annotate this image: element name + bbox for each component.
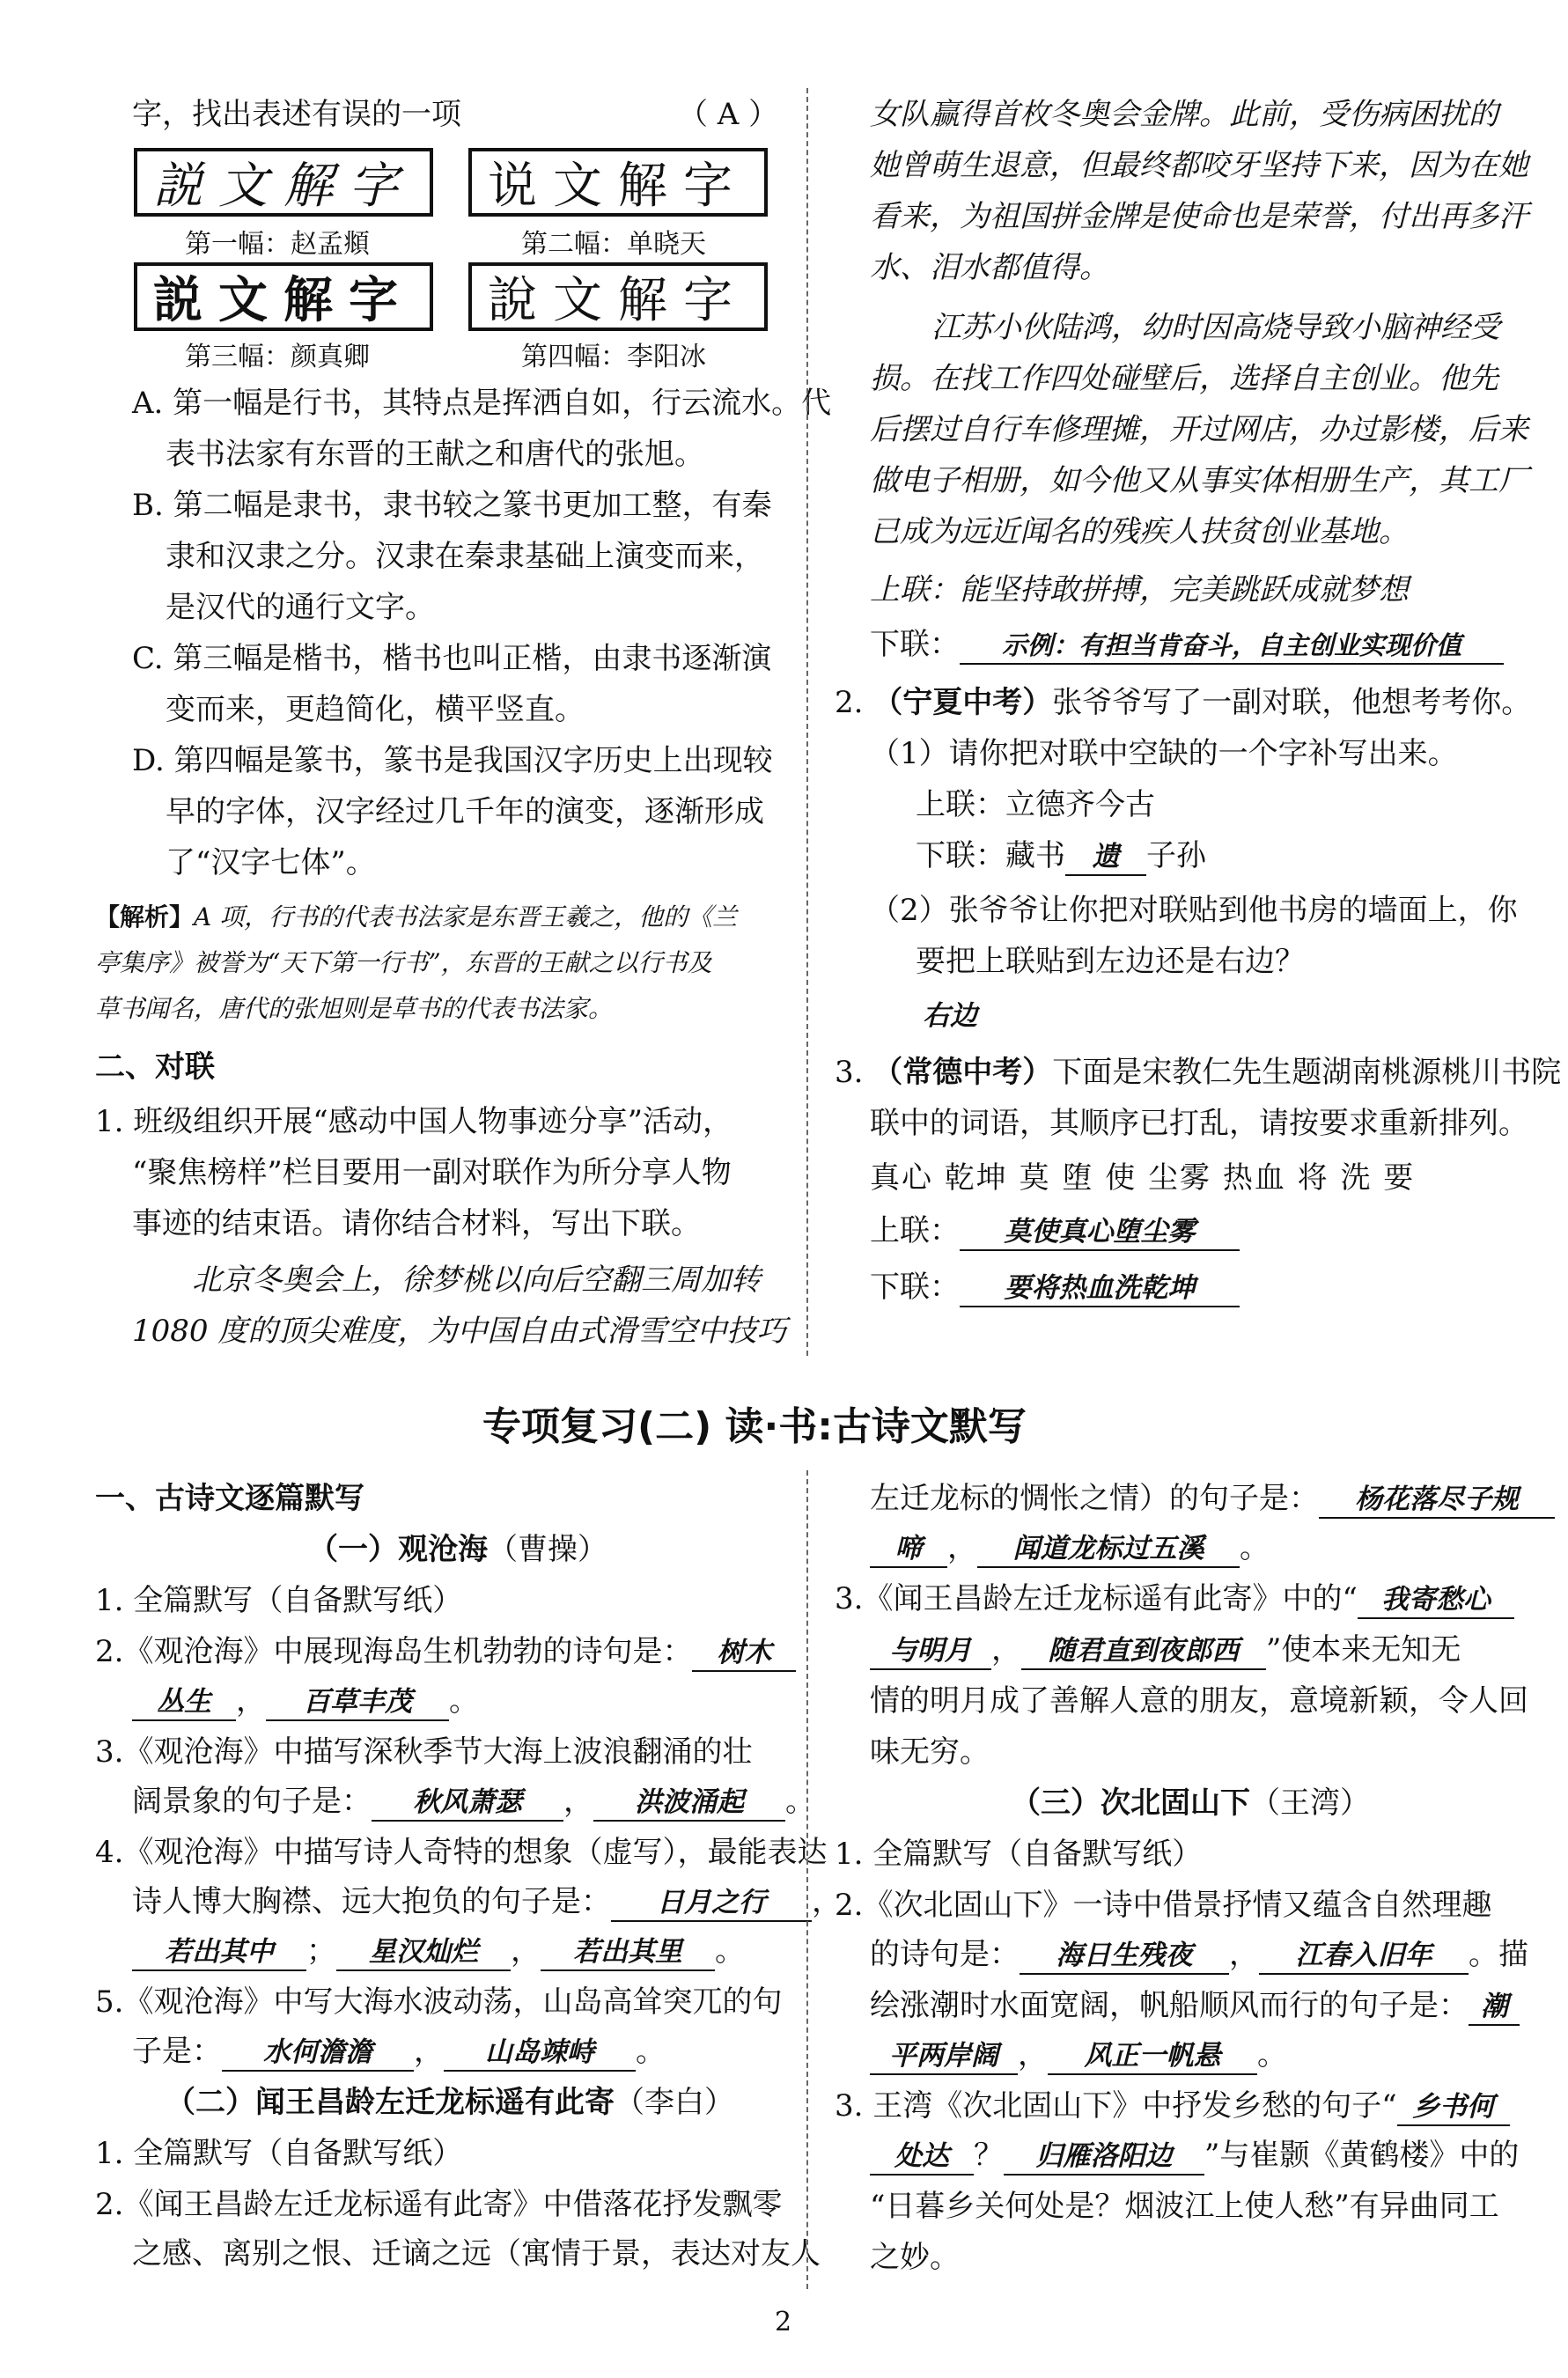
q3-line1: 3. （常德中考）下面是宋教仁先生题湖南桃源桃川书院 [835, 1055, 1562, 1090]
q2-upper: 上联：立德齐今古 [916, 787, 1155, 822]
calligraphy-2-caption: 第二幅：单晓天 [521, 229, 706, 260]
option-d-line2: 早的字体，汉字经过几千年的演变，逐渐形成 [166, 794, 764, 829]
q3-word-bank: 真心 乾坤 莫 堕 使 尘雾 热血 将 洗 要 [870, 1160, 1416, 1196]
poem1-q4-answer-d[interactable]: 若出其里 [541, 1934, 715, 1971]
poem1-q4-answer-a[interactable]: 日月之行 [611, 1885, 812, 1922]
poem3-q2-line4: 平两岸阔 ， 风正一帆悬 。 [870, 2036, 1287, 2075]
poem3-q1: 1. 全篇默写（自备默写纸） [835, 1837, 1203, 1872]
option-c-line1: C. 第三幅是楷书，楷书也叫正楷，由隶书逐渐演 [132, 641, 772, 676]
option-c-line2: 变而来，更趋简化，横平竖直。 [166, 692, 585, 727]
option-b-line2: 隶和汉隶之分。汉隶在秦隶基础上演变而来， [166, 539, 764, 574]
lower-couplet-label: 下联： [870, 627, 960, 662]
poem3-q2-line3 [870, 1986, 1520, 2026]
poem1-q2-line2: 丛生 ， 百草丰茂 。 [132, 1682, 479, 1721]
analysis-line1 [95, 898, 737, 937]
q3-lower-line [870, 1268, 1240, 1307]
poem1-q2-answer-b[interactable]: 丛生 [132, 1684, 236, 1721]
q2-text: 张爷爷写了一副对联，他想考考你。 [1052, 685, 1532, 720]
poem3-q3-answer-c[interactable]: 归雁洛阳边 [1004, 2139, 1204, 2176]
poem1-q4-answer-b[interactable]: 若出其中 [132, 1934, 306, 1971]
option-d-line3: 了“汉字七体”。 [166, 845, 376, 880]
q3-lower-answer[interactable]: 要将热血洗乾坤 [960, 1270, 1240, 1307]
poem1-q5-line1: 5.《观沧海》中写大海水波动荡，山岛高耸突兀的句 [95, 1984, 783, 2020]
poem1-q4-line1: 4.《观沧海》中描写诗人奇特的想象（虚写），最能表达 [95, 1835, 828, 1870]
option-a-line1: A. 第一幅是行书，其特点是挥洒自如，行云流水。代 [132, 386, 832, 421]
q2-line1: 2. （宁夏中考）张爷爷写了一副对联，他想考考你。 [835, 685, 1532, 720]
q1-line1: 1. 班级组织开展“感动中国人物事迹分享”活动， [95, 1104, 733, 1139]
analysis-line3: 草书闻名，唐代的张旭则是草书的代表书法家。 [95, 994, 614, 1023]
calligraphy-1: 説文解字 [134, 148, 433, 217]
poem3-q3-line4: 之妙。 [870, 2240, 960, 2275]
material-line8: 做电子相册，如今他又从事实体相册生产，其工厂 [870, 463, 1528, 498]
poem1-q3-line2: 阔景象的句子是： 秋风萧瑟 ， 洪波涌起 。 [132, 1782, 815, 1822]
poem3-q2-tail: 。描 [1469, 1937, 1528, 1972]
poem3-q2-text2: 绘涨潮时水面宽阔，帆船顺风而行的句子是： [870, 1988, 1469, 2023]
poem1-q5-line2: 子是： 水何澹澹 ， 山岛竦峙 。 [132, 2032, 666, 2072]
poem1-q3-answer-a[interactable]: 秋风萧瑟 [372, 1785, 563, 1822]
poem3-q2-line1: 2.《次北固山下》一诗中借景抒情又蕴含自然理趣 [835, 1888, 1492, 1923]
poem2-q3-line2: 与明月 ， 随君直到夜郎西 ”使本来无知无 [870, 1631, 1461, 1670]
poem1-q2-text: 2.《观沧海》中展现海岛生机勃勃的诗句是： [95, 1634, 693, 1669]
analysis-label: 【解析】 [95, 902, 195, 931]
section-title: 专项复习(二) 读·书:古诗文默写 [482, 1404, 1027, 1449]
lower-couplet-answer[interactable]: 示例：有担当肯奋斗，自主创业实现价值 [960, 628, 1504, 665]
poem1-author: （曹操） [488, 1532, 607, 1567]
column-divider-bottom [806, 1470, 808, 2289]
material-line4: 水、泪水都值得。 [870, 250, 1109, 285]
q2-sub2-answer: 右边 [923, 1000, 977, 1032]
q2-source: （宁夏中考） [872, 685, 1053, 720]
q3-upper-answer[interactable]: 莫使真心堕尘雾 [960, 1214, 1240, 1251]
poem1-title: （一）观沧海 [308, 1532, 488, 1567]
poem1-q5-answer-b[interactable]: 山岛竦峙 [444, 2035, 636, 2072]
calligraphy-4: 說文解字 [468, 262, 768, 331]
calligraphy-3: 説文解字 [134, 262, 433, 331]
q3-lower-label: 下联： [870, 1270, 960, 1305]
poem2-q2-answer-b[interactable]: 啼 [870, 1531, 947, 1568]
poem2-q3-answer-c[interactable]: 随君直到夜郎西 [1021, 1633, 1266, 1670]
poem1-q5-answer-a[interactable]: 水何澹澹 [222, 2035, 414, 2072]
material-line6: 损。在找工作四处碰壁后，选择自主创业。他先 [870, 361, 1498, 396]
analysis-text1: A 项，行书的代表书法家是东晋王羲之，他的《兰 [194, 902, 738, 931]
poem2-q3-tail: ”使本来无知无 [1266, 1632, 1461, 1668]
poem2-q1: 1. 全篇默写（自备默写纸） [95, 2136, 463, 2171]
poem2-q2-answer-c[interactable]: 闻道龙标过五溪 [977, 1531, 1240, 1568]
poem2-q2-line3 [870, 1479, 1555, 1519]
q3-source: （常德中考） [872, 1055, 1053, 1090]
material-line7: 后摆过自行车修理摊，开过网店，办过影楼，后来 [870, 412, 1528, 447]
poem1-q3-text: 阔景象的句子是： [132, 1784, 372, 1819]
page-number: 2 [775, 2307, 792, 2338]
poem1-q3-answer-b[interactable]: 洪波涌起 [593, 1785, 785, 1822]
material-line1: 女队赢得首枚冬奥会金牌。此前，受伤病困扰的 [870, 97, 1498, 132]
poem3-q3-tail: ”与崔颢《黄鹤楼》中的 [1204, 2138, 1520, 2173]
option-b-line1: B. 第二幅是隶书，隶书较之篆书更加工整，有秦 [132, 488, 772, 523]
poem2-q3-answer-b[interactable]: 与明月 [870, 1633, 991, 1670]
lower-couplet-line [870, 625, 1504, 665]
poem2-q3-line1 [835, 1579, 1514, 1619]
poem2-q3-answer-a[interactable]: 我寄愁心 [1358, 1582, 1514, 1619]
q3-upper-label: 上联： [870, 1213, 960, 1248]
poem3-heading [1011, 1784, 1370, 1822]
poem3-q3-line2: 处达 ？ 归雁洛阳边 ”与崔颢《黄鹤楼》中的 [870, 2136, 1519, 2176]
option-d-line1: D. 第四幅是篆书，篆书是我国汉字历史上出现较 [132, 743, 773, 778]
poem2-q2-answer-a[interactable]: 杨花落尽子规 [1319, 1482, 1555, 1519]
poem2-q2-text: 左迁龙标的惆怅之情）的句子是： [870, 1481, 1319, 1516]
material-line9: 已成为远近闻名的残疾人扶贫创业基地。 [870, 514, 1409, 549]
poem1-q2-answer-c[interactable]: 百草丰茂 [266, 1684, 449, 1721]
q2-lower-label: 下联：藏书 [916, 838, 1065, 873]
poem3-q2-answer-e[interactable]: 风正一帆悬 [1048, 2038, 1257, 2075]
poem1-heading [308, 1530, 607, 1569]
material-line5: 江苏小伙陆鸿，幼时因高烧导致小脑神经受 [931, 310, 1500, 345]
section-couplet-heading: 二、对联 [95, 1049, 215, 1085]
poem3-q2-answer-d[interactable]: 平两岸阔 [870, 2038, 1018, 2075]
poem2-q2-line1: 2.《闻王昌龄左迁龙标遥有此寄》中借落花抒发飘零 [95, 2187, 783, 2222]
poem1-q5-text: 子是： [132, 2034, 222, 2069]
poem2-author: （李白） [615, 2085, 734, 2120]
material-line3: 看来，为祖国拼金牌是使命也是荣誉，付出再多汗 [870, 199, 1528, 234]
answer-choice: （ A ） [678, 97, 779, 132]
poem1-q4-line3: 若出其中 ； 星汉灿烂 ， 若出其里 。 [132, 1932, 745, 1971]
poem1-q4-text: 诗人博大胸襟、远大抱负的句子是： [132, 1884, 611, 1919]
material-line2: 她曾萌生退意，但最终都咬牙坚持下来，因为在她 [870, 148, 1528, 183]
poem3-q2-answer-b[interactable]: 江春入旧年 [1259, 1938, 1469, 1975]
poem3-q3-text: 3. 王湾《次北固山下》中抒发乡愁的句子“ [835, 2088, 1397, 2124]
poem3-q2-text: 的诗句是： [870, 1937, 1020, 1972]
poem3-q3-line1 [835, 2087, 1510, 2126]
poem1-q3-line1: 3.《观沧海》中描写深秋季节大海上波浪翻涌的壮 [95, 1734, 753, 1770]
q3-upper-line [870, 1211, 1240, 1251]
poem1-q4-line2: 诗人博大胸襟、远大抱负的句子是： 日月之行 ， [132, 1882, 842, 1922]
calligraphy-3-caption: 第三幅：颜真卿 [185, 342, 370, 372]
poem1-q1: 1. 全篇默写（自备默写纸） [95, 1583, 463, 1618]
q2-lower-line [916, 836, 1206, 876]
q3-line2: 联中的词语，其顺序已打乱，请按要求重新排列。 [870, 1106, 1528, 1141]
column-divider-top [806, 88, 808, 1356]
poem3-q3-answer-b[interactable]: 处达 [870, 2139, 974, 2176]
poem2-q2-line4: 啼 ， 闻道龙标过五溪 。 [870, 1528, 1270, 1568]
q1-material2: 1080 度的顶尖难度，为中国自由式滑雪空中技巧 [132, 1314, 787, 1349]
poem2-title: （二）闻王昌龄左迁龙标遥有此寄 [166, 2085, 615, 2120]
q2-sub1: （1）请你把对联中空缺的一个字补写出来。 [870, 736, 1458, 771]
poem1-q2-answer-a[interactable]: 树木 [692, 1635, 796, 1672]
q2-sub2-line2: 要把上联贴到左边还是右边？ [916, 944, 1305, 979]
poem2-q3-line4: 味无穷。 [870, 1734, 990, 1770]
poem2-q3-text: 3.《闻王昌龄左迁龙标遥有此寄》中的“ [835, 1581, 1358, 1616]
calligraphy-4-caption: 第四幅：李阳冰 [521, 342, 706, 372]
poem3-author: （王湾） [1250, 1785, 1370, 1821]
q2-lower-answer[interactable]: 遗 [1065, 839, 1146, 876]
poem3-q3-answer-a[interactable]: 乡书何 [1397, 2089, 1510, 2126]
poem2-q2-line2: 之感、离别之恨、迁谪之远（寓情于景，表达对友人 [132, 2236, 821, 2271]
poem3-title: （三）次北固山下 [1011, 1785, 1250, 1821]
poem3-q3-line3: “日暮乡关何处是？烟波江上使人愁”有异曲同工 [870, 2189, 1499, 2224]
q1-line2: “聚焦榜样”栏目要用一副对联作为所分享人物 [132, 1155, 732, 1190]
poem3-q2-answer-a[interactable]: 海日生残夜 [1020, 1938, 1229, 1975]
poem2-heading [166, 2083, 734, 2122]
q1-material1: 北京冬奥会上，徐梦桃以向后空翻三周加转 [192, 1263, 761, 1298]
calligraphy-2: 说文解字 [468, 148, 768, 217]
question-tail: 字，找出表述有误的一项 [132, 97, 461, 132]
poem-section-heading: 一、古诗文逐篇默写 [95, 1481, 364, 1516]
poem3-q2-line2: 的诗句是： 海日生残夜 ， 江春入旧年 。描 [870, 1935, 1528, 1975]
calligraphy-1-caption: 第一幅：赵孟頫 [185, 229, 370, 260]
q3-text: 下面是宋教仁先生题湖南桃源桃川书院 [1052, 1055, 1562, 1090]
poem3-q2-answer-c[interactable]: 潮 [1469, 1989, 1520, 2026]
upper-couplet: 上联：能坚持敢拼搏，完美跳跃成就梦想 [870, 572, 1409, 607]
q2-sub2-line1: （2）张爷爷让你把对联贴到他书房的墙面上，你 [870, 893, 1518, 928]
poem1-q4-answer-c[interactable]: 星汉灿烂 [336, 1934, 511, 1971]
analysis-line2: 亭集序》被誉为“天下第一行书”，东晋的王献之以行书及 [95, 948, 712, 977]
poem2-q3-line3: 情的明月成了善解人意的朋友，意境新颖，令人回 [870, 1683, 1528, 1719]
q2-lower-tail: 子孙 [1146, 838, 1206, 873]
q1-line3: 事迹的结束语。请你结合材料，写出下联。 [132, 1206, 701, 1241]
option-a-line2: 表书法家有东晋的王献之和唐代的张旭。 [166, 437, 704, 472]
poem1-q2-line1 [95, 1632, 796, 1672]
option-b-line3: 是汉代的通行文字。 [166, 590, 435, 625]
